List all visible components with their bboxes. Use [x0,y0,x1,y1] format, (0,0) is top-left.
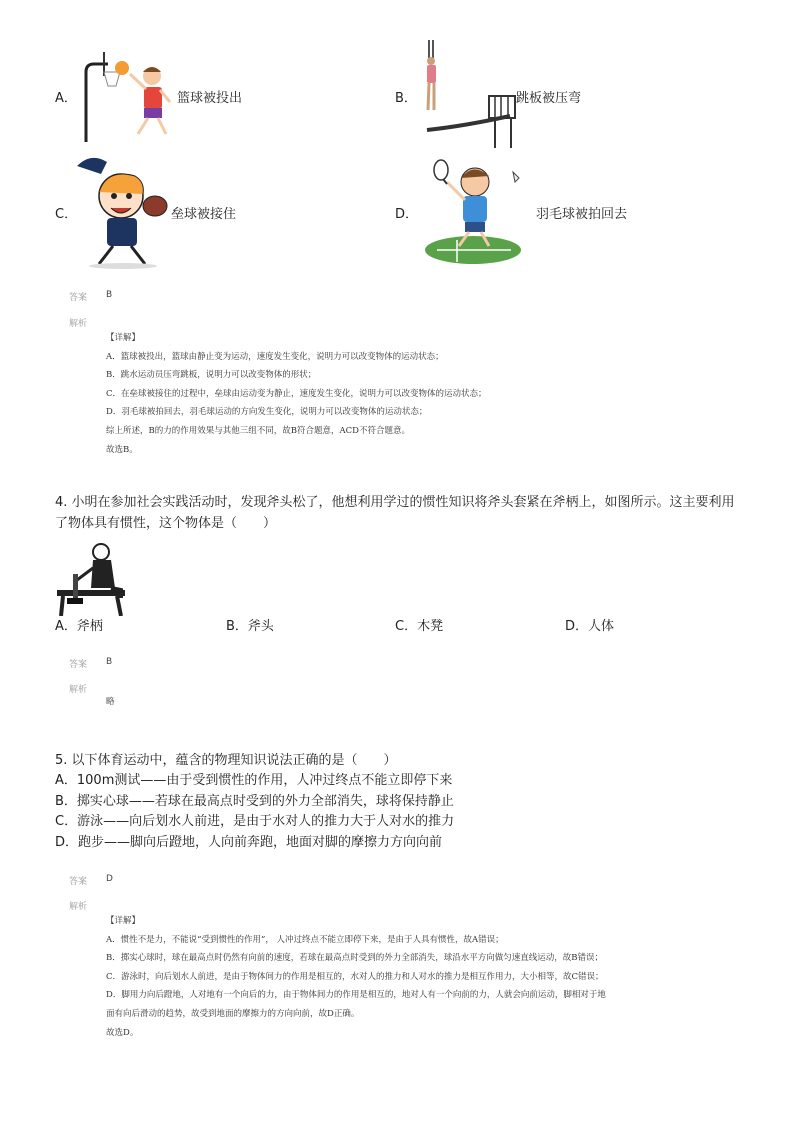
option-b: B．斧头 [226,619,274,634]
option-c: C．游泳——向后划水人前进，是由于水对人的推力大于人对水的推力 [55,814,455,829]
detail-line: 故选D。 [106,1027,139,1038]
detail-line: C．在垒球被接住的过程中，垒球由运动变为静止，速度发生变化，说明力可以改变物体的运动状态； [106,388,487,399]
detail-line: D．羽毛球被拍回去，羽毛球运动的方向发生变化，说明力可以改变物体的运动状态； [106,407,428,418]
detail-line: B．掷实心球时，球在最高点时仍然有向前的速度，若球在最高点时受到的外力全部消失，球沿水平方向做匀速直线运动，故B错误； [106,953,603,964]
option-letter: D． [395,207,419,222]
detail-line: B．跳水运动员压弯跳板，说明力可以改变物体的形状； [106,370,317,381]
answer-label: 答案 [69,293,88,303]
axe-bench-illustration [55,540,131,616]
detail-line: 面有向后滑动的趋势，故受到地面的摩擦力的方向向前，故D正确。 [106,1008,360,1019]
option-text: 垒球被接住 [171,207,237,222]
option-b: B．掷实心球——若球在最高点时受到的外力全部消失，球将保持静止 [55,793,454,809]
option-a: A．100m测试——由于受到惯性的作用，人冲过终点不能立即停下来 [55,773,453,788]
answer-label: 答案 [69,877,88,887]
detail-line: 故选B。 [106,444,138,455]
detail-line: A．篮球被投出，篮球由静止变为运动，速度发生变化，说明力可以改变物体的运动状态； [106,351,444,362]
diving-board-illustration [415,38,523,148]
answer-value: B [106,657,113,667]
analysis-label: 解析 [69,685,88,695]
analysis-label: 解析 [69,902,88,912]
answer-label: 答案 [69,660,88,670]
option-a: A．斧柄 [55,619,103,634]
detail-line: A．惯性不是力，不能说“受到惯性的作用”， 人冲过终点不能立即停下来，是由于人具有惯性，故A错误； [106,934,504,945]
option-letter: B． [395,91,417,106]
detail-line: 综上所述，B的力的作用效果与其他三组不同，故B符合题意，ACD不符合题意。 [106,425,410,436]
answer-value: D [106,874,113,884]
option-letter: C． [55,207,78,222]
answer-value: B [106,290,113,300]
option-text: 羽毛球被拍回去 [536,207,628,222]
option-text: 篮球被投出 [177,91,243,106]
q4-stem [55,492,755,534]
q4-stem-line2: 了物体具有惯性，这个物体是（ ） [55,516,277,531]
option-d: D．人体 [565,619,615,634]
detail-line: C．游泳时，向后划水人前进，是由于物体间力的作用是相互的，水对人的推力和人对水的推力是相互作用力，大小相等，故C错误； [106,971,604,982]
softball-catch-illustration [73,152,175,270]
detail-title: 【详解】 [106,916,141,926]
option-text: 跳板被压弯 [516,91,582,106]
detail-title: 【详解】 [106,333,141,343]
detail-line: D．脚用力向后蹬地，人对地有一个向后的力，由于物体间力的作用是相互的，地对人有一个向前的力，人就会向前运动，脚相对于地 [106,990,606,1001]
q4-stem-line1: 4. 小明在参加社会实践活动时，发现斧头松了，他想利用学过的惯性知识将斧头套紧在斧柄上，如图所示。这主要利用 [55,495,735,510]
basketball-illustration [80,42,180,142]
q3-detail-block [106,329,746,459]
option-d: D．跑步——脚向后蹬地，人向前奔跑，地面对脚的摩擦力方向向前 [55,834,443,850]
q5-options [55,771,775,853]
q5-stem: 5. 以下体育运动中，蕴含的物理知识说法正确的是（ ） [55,753,397,768]
analysis-value: 略 [106,697,115,707]
analysis-label: 解析 [69,319,88,329]
q5-detail-block [106,912,746,1042]
badminton-illustration [417,152,539,272]
option-c: C．木凳 [395,619,444,634]
option-letter: A． [55,91,77,106]
